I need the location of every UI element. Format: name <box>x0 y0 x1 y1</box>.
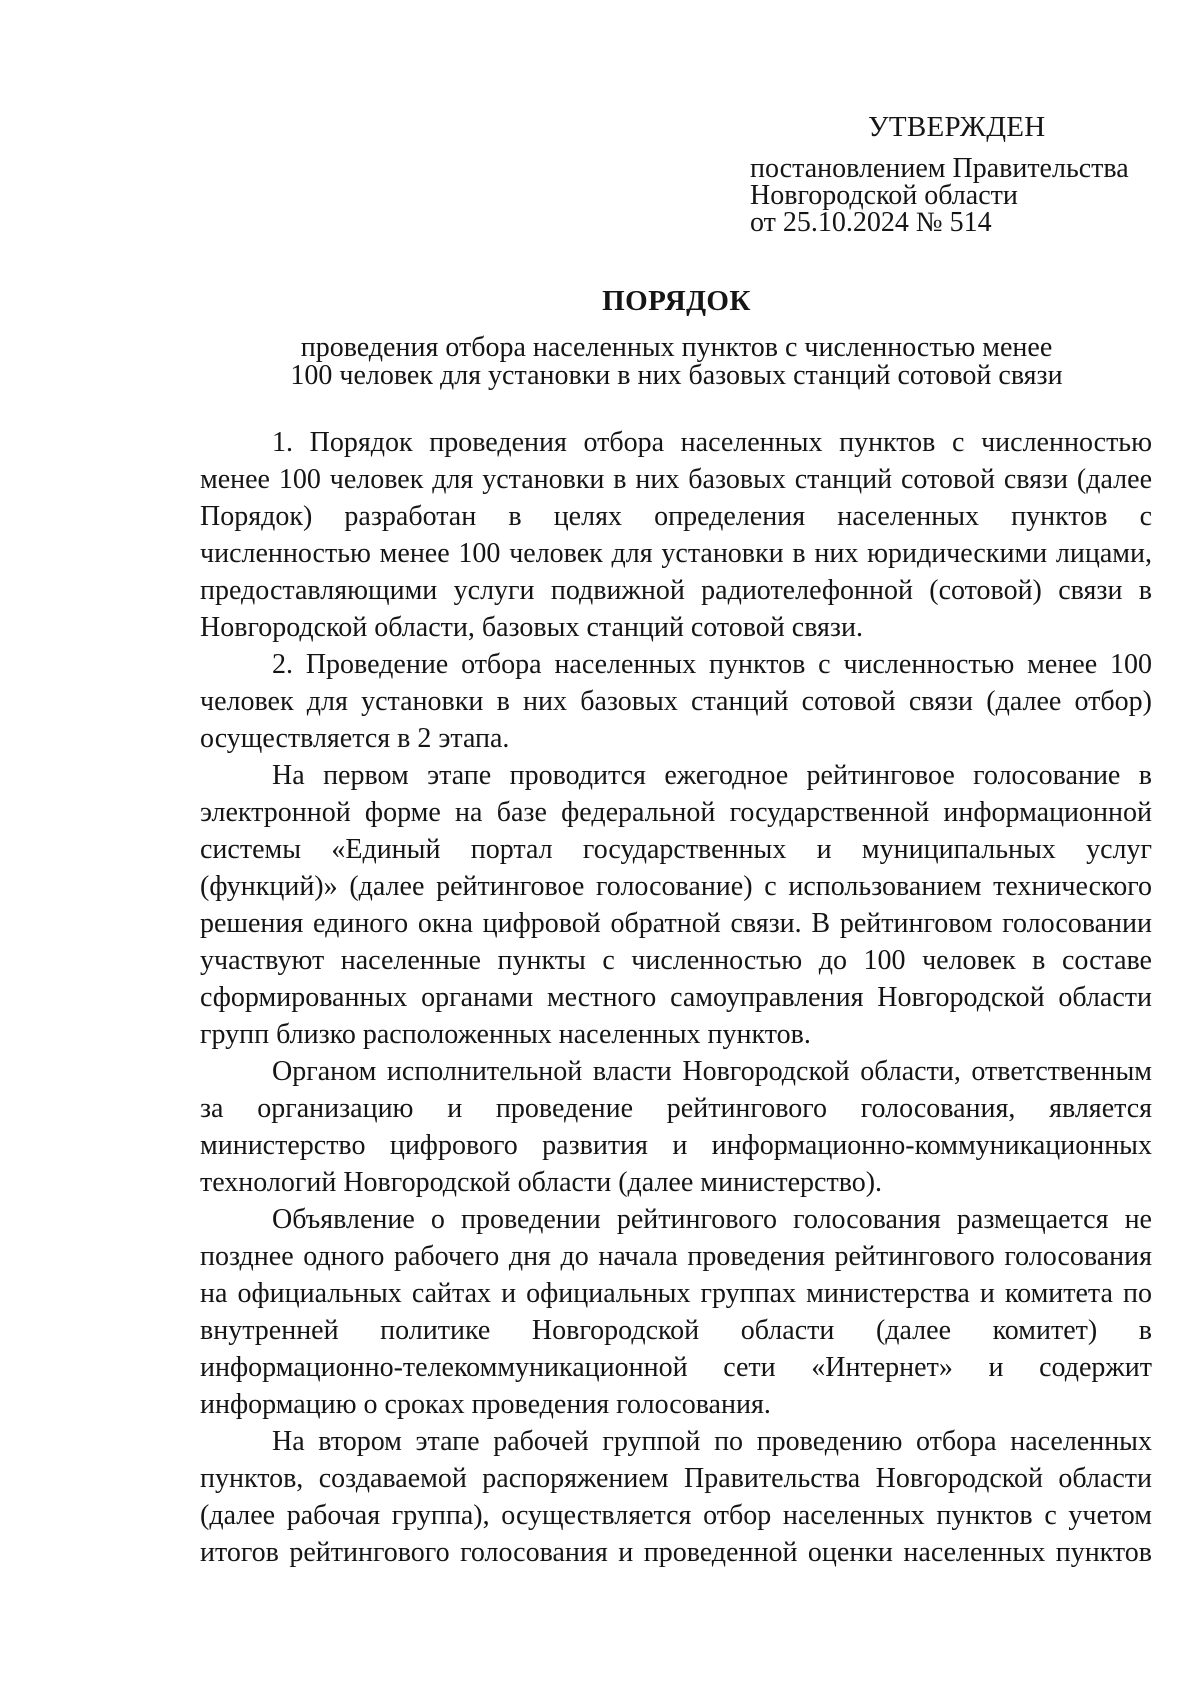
paragraph-1: 1. Порядок проведения отбора населенных пунктов с численностью менее 100 человек для установки в них базовых станций сотовой связи (далее Порядок) разработан в целях определения населенных пунктов с численностью менее 100 человек для установки в них юридическими лицами, предоставляющими услуги подвижной радиотелефонной (сотовой) связи в Новгородской области, базовых станций сотовой связи. <box>200 427 1152 643</box>
paragraph-4: Органом исполнительной власти Новгородской области, ответственным за организацию и проведение рейтингового голосования, является министерство цифрового развития и информационно-коммуникационных технологий Новгородской области (далее министерство). <box>200 1056 1152 1198</box>
approval-line-3: от 25.10.2024 № 514 <box>750 207 992 238</box>
subtitle-line-1: проведения отбора населенных пунктов с численностью менее <box>300 332 1053 363</box>
paragraph-6: На втором этапе рабочей группой по проведению отбора населенных пунктов, создаваемой распоряжением Правительства Новгородской области (далее рабочая группа), осуществляется отбор населенных пунктов с учетом итогов рейтингового голосования и проведенной оценки населенных пунктов <box>200 1426 1152 1568</box>
paragraph-5: Объявление о проведении рейтингового голосования размещается не позднее одного рабочего дня до начала проведения рейтингового голосования на официальных сайтах и официальных группах министерства и комитета по внутренней политике Новгородской области (далее комитет) в информационно-телекоммуникационной сети «Интернет» и содержит информацию о сроках проведения голосования. <box>200 1204 1152 1420</box>
paragraph-3: На первом этапе проводится ежегодное рейтинговое голосование в электронной форме на базе федеральной государственной информационной системы «Единый портал государственных и муниципальных услуг (функций)» (далее рейтинговое голосование) с использованием технического решения единого окна цифровой обратной связи. В рейтинговом голосовании участвуют населенные пункты с численностью до 100 человек в составе сформированных органами местного самоуправления Новгородской области групп близко расположенных населенных пунктов. <box>200 760 1152 1050</box>
approval-line-2: Новгородской области <box>750 180 1018 211</box>
approved-heading: УТВЕРЖДЕН <box>868 111 1046 143</box>
approval-stamp-block <box>750 110 1150 236</box>
approval-line-1: постановлением Правительства <box>750 153 1129 184</box>
paragraph-2: 2. Проведение отбора населенных пунктов с численностью менее 100 человек для установки в них базовых станций сотовой связи (далее отбор) осуществляется в 2 этапа. <box>200 649 1152 754</box>
document-body <box>200 424 1152 1571</box>
document-subtitle <box>200 334 1153 390</box>
subtitle-line-2: 100 человек для установки в них базовых станций сотовой связи <box>290 360 1063 391</box>
document-title: ПОРЯДОК <box>602 285 751 317</box>
